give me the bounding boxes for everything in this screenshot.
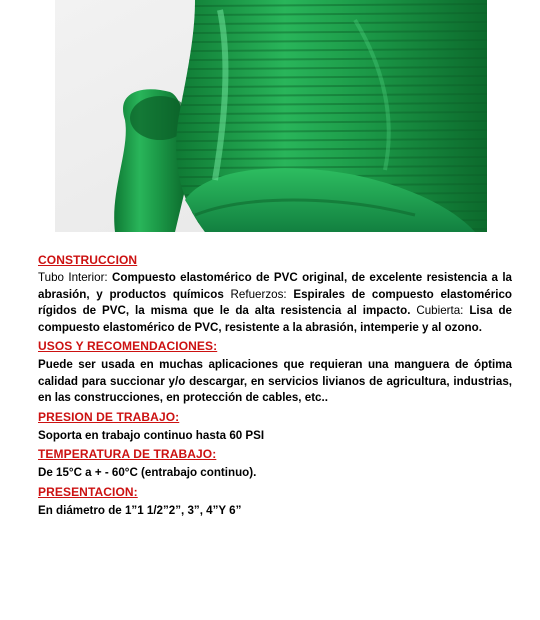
product-photo-green-hose [55,0,487,232]
heading-temperatura: TEMPERATURA DE TRABAJO: [38,447,217,461]
presion-text: Soporta en trabajo continuo hasta 60 PSI [38,428,265,442]
heading-construccion: CONSTRUCCION [38,253,138,267]
hose-illustration [55,0,487,232]
presentacion-text: En diámetro de 1”1 1/2”2”, 3”, 4”Y 6” [38,503,242,517]
usos-text: Puede ser usada en muchas aplicaciones que requieran una manguera de óptima calidad para succionar y/o descargar, en servicios livianos de agricultura, industrias, en las construcciones, en protección de cables, etc.. [38,358,512,404]
text-cubierta: Lisa de compuesto elastomérico de PVC, resistente a la abrasión, intemperie y al ozono. [38,304,512,334]
spec-sheet [38,252,512,521]
heading-presentacion: PRESENTACION: [38,484,138,499]
label-refuerzos: Refuerzos: [230,287,287,301]
label-tubo-interior: Tubo Interior: [38,271,108,284]
construccion-text [38,270,512,336]
heading-usos: USOS Y RECOMENDACIONES: [38,339,218,353]
temperatura-text: De 15°C a + - 60°C (entrabajo continuo). [38,466,257,479]
heading-presion: PRESION DE TRABAJO: [38,409,180,424]
text-refuerzos: Espirales de compuesto elastomérico rígidos de PVC, la misma que le da alta resistencia al impacto. [38,287,513,317]
text-tubo-interior: Compuesto elastomérico de PVC original, de excelente resistencia a la abrasión, y productos químicos [38,271,512,301]
label-cubierta: Cubierta: [416,304,464,317]
